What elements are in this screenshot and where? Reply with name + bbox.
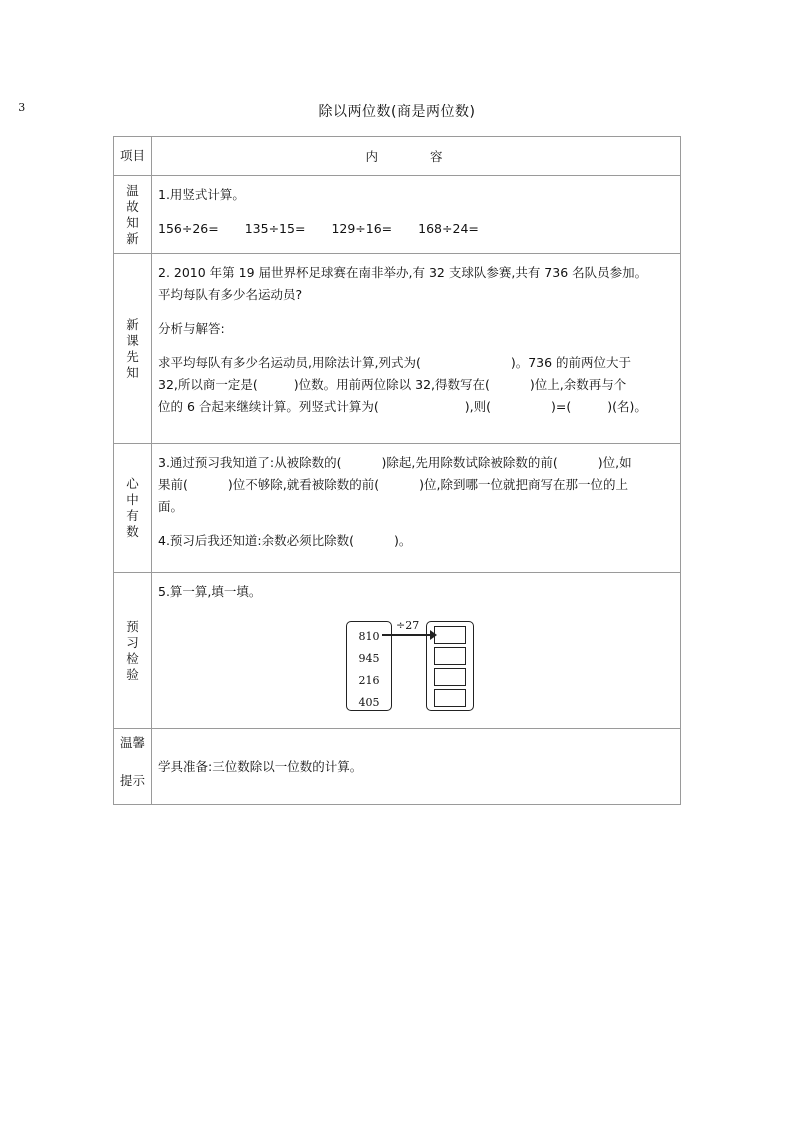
- question-2-line-1: 2. 2010 年第 19 届世界杯足球赛在南非举办,有 32 支球队参赛,共有 736 名队员参加。: [158, 265, 648, 280]
- check-content: [152, 573, 681, 729]
- answer-cell[interactable]: [434, 668, 466, 686]
- table-header-row: [114, 137, 681, 176]
- question-1: 1.用竖式计算。: [158, 187, 245, 202]
- question-3-line-3: 面。: [158, 499, 184, 514]
- row-tip: [114, 729, 681, 805]
- answer-line-1: 求平均每队有多少名运动员,用除法计算,列式为( )。736 的前两位大于: [158, 355, 632, 370]
- header-item: 项目: [114, 137, 152, 176]
- question-4: 4.预习后我还知道:余数必须比除数( )。: [158, 533, 412, 548]
- equation: 168÷24=: [418, 221, 479, 236]
- row-new-lesson: [114, 254, 681, 444]
- row-review: [114, 176, 681, 254]
- lesson-table: [113, 136, 681, 805]
- arrow-line: [382, 634, 431, 636]
- analysis-heading: 分析与解答:: [158, 321, 225, 336]
- dividend-number: 216: [358, 674, 380, 687]
- quotient-box: [426, 621, 474, 711]
- review-content: [152, 176, 681, 254]
- equation: 156÷26=: [158, 221, 219, 236]
- lesson-title: 除以两位数(商是两位数): [318, 104, 476, 120]
- header-content: 内 容: [152, 137, 681, 176]
- row-label-tip-top: 温馨: [119, 735, 145, 750]
- dividend-number: 810: [358, 630, 380, 643]
- answer-line-3: 位的 6 合起来继续计算。列竖式计算为( ),则( )=( )(名)。: [158, 399, 647, 414]
- row-check: [114, 573, 681, 729]
- equation-list: [158, 218, 674, 240]
- division-diagram: [346, 617, 486, 713]
- tip-text: 学具准备:三位数除以一位数的计算。: [158, 758, 363, 774]
- answer-line-2: 32,所以商一定是( )位数。用前两位除以 32,得数写在( )位上,余数再与个: [158, 377, 627, 392]
- row-label-new-lesson: 新课先知: [126, 316, 139, 380]
- dividend-number: 405: [358, 696, 380, 709]
- question-3-line-2: 果前( )位不够除,就看被除数的前( )位,除到哪一位就把商写在那一位的上: [158, 477, 628, 492]
- answer-cell[interactable]: [434, 647, 466, 665]
- row-understanding: [114, 444, 681, 573]
- equation: 129÷16=: [331, 221, 393, 236]
- row-label-check: 预习检验: [126, 618, 139, 682]
- page-title: [0, 101, 794, 121]
- tip-content: [152, 729, 681, 805]
- new-lesson-content: [152, 254, 681, 444]
- understanding-content: [152, 444, 681, 573]
- question-2-line-2: 平均每队有多少名运动员?: [158, 287, 303, 302]
- answer-cell[interactable]: [434, 689, 466, 707]
- equation: 135÷15=: [244, 221, 306, 236]
- row-label-tip-bottom: 提示: [119, 773, 145, 788]
- dividend-number: 945: [358, 652, 380, 665]
- question-5: 5.算一算,填一填。: [158, 584, 262, 599]
- row-label-understanding: 心中有数: [126, 476, 139, 539]
- divisor-label: ÷27: [396, 619, 420, 632]
- lesson-number: 3: [18, 101, 26, 114]
- answer-cell[interactable]: [434, 626, 466, 644]
- row-label-review: 温故知新: [126, 182, 139, 246]
- question-3-line-1: 3.通过预习我知道了:从被除数的( )除起,先用除数试除被除数的前( )位,如: [158, 455, 632, 470]
